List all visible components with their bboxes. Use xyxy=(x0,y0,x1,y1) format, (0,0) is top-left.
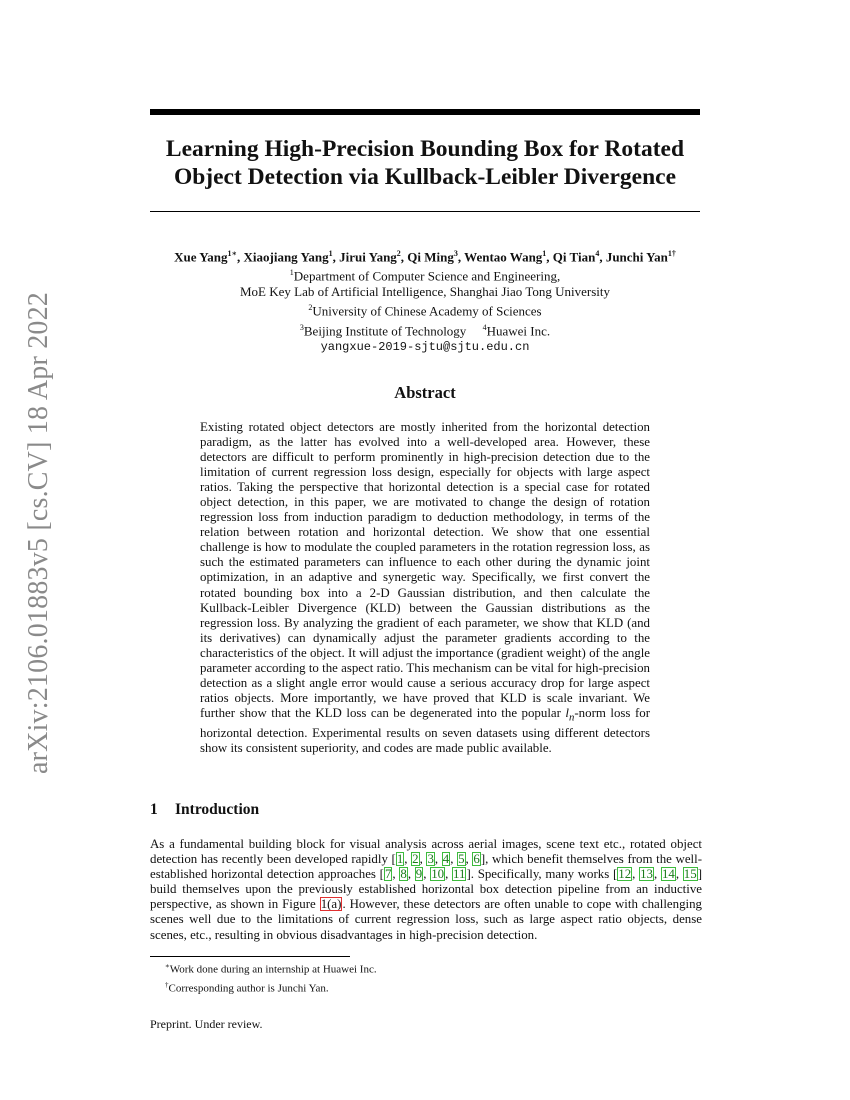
author-sup: 4 xyxy=(595,249,600,258)
author-sup: 1 xyxy=(328,249,333,258)
author-name: Xiaojiang Yang xyxy=(243,249,329,265)
author-email[interactable]: yangxue-2019-sjtu@sjtu.edu.cn xyxy=(320,339,530,354)
arxiv-identifier-text: arXiv:2106.01883v5 [cs.CV] 18 Apr 2022 xyxy=(23,291,55,774)
citation-link[interactable]: 3 xyxy=(427,852,434,867)
citation-link[interactable]: 6 xyxy=(473,852,480,867)
citation-link[interactable]: 1 xyxy=(396,852,404,867)
citation-link[interactable]: 10 xyxy=(431,867,445,882)
author-sup: 3 xyxy=(453,249,458,258)
footnotes xyxy=(165,959,377,996)
section-title: Introduction xyxy=(175,801,260,818)
author-sup: 1∗ xyxy=(227,249,237,258)
citation-link[interactable]: 12 xyxy=(618,867,632,882)
footnote-1: ∗Work done during an internship at Huawei Inc. xyxy=(165,962,377,976)
affiliation-2: $^2$University of Chinese Academy of Sciences xyxy=(308,303,542,319)
affiliations xyxy=(150,265,700,355)
affiliation-1a: $^1$Department of Computer Science and Engineering, xyxy=(289,268,561,284)
paper-title: Learning High-Precision Bounding Box for Rotated Object Detection via Kullback-Leibler Divergence xyxy=(165,136,685,190)
math-l: l xyxy=(565,705,570,720)
author-sup: 2 xyxy=(396,249,401,258)
intro-paragraph: As a fundamental building block for visual analysis across aerial images, scene text etc., rotated object detection has recently been developed rapidly [1, 2, 3, 4, 5, 6], which benefit themselves from the well-established horizontal detection approaches [7, 8, 9, 10, 11]. Specifically, many works [12, 13, 14, 15] build themselves upon the previously established horizontal box detection pipeline from an inductive perspective, as shown in Figure 1(a). However, these detectors are often unable to cope with challenging scenes well due to the limitations of current regression loss, such as large aspect ratio objects, dense scenes, etc., resulting in obvious disadvantages in high-precision detection. xyxy=(150,837,702,942)
citation-link[interactable]: 13 xyxy=(640,867,653,882)
author-name: Wentao Wang xyxy=(464,249,543,265)
author-list: Xue Yang$^{1∗}$, Xiaojiang Yang$^1$, Jirui Yang$^2$, Qi Ming$^3$, Wentao Wang$^1$, Qi Tian$^4$, Junchi Yan$^{1\dagger}$ xyxy=(174,249,676,265)
citation-link[interactable]: 9 xyxy=(415,867,423,882)
citation-link[interactable]: 8 xyxy=(400,867,407,882)
citation-link[interactable]: 14 xyxy=(661,867,675,882)
math-n: n xyxy=(569,711,575,724)
author-name: Qi Ming xyxy=(407,249,454,265)
footnote-2: †Corresponding author is Junchi Yan. xyxy=(165,980,329,995)
affiliation-1b: MoE Key Lab of Artificial Intelligence, Shanghai Jiao Tong University xyxy=(240,284,610,300)
arxiv-identifier xyxy=(19,290,59,775)
author-name: Junchi Yan xyxy=(605,249,668,265)
citation-link[interactable]: 2 xyxy=(412,852,419,867)
citation-link[interactable]: 15 xyxy=(683,867,697,882)
footnote-rule xyxy=(150,956,350,957)
preprint-note: Preprint. Under review. xyxy=(150,1017,263,1031)
citation-link[interactable]: 7 xyxy=(384,867,392,882)
abstract-heading: Abstract xyxy=(394,383,456,402)
citation-link[interactable]: 5 xyxy=(458,852,465,867)
citation-link[interactable]: 11 xyxy=(453,867,466,882)
author-sup: 1 xyxy=(542,249,547,258)
author-sup: 1† xyxy=(667,249,676,258)
author-name: Xue Yang xyxy=(174,249,228,265)
title-top-rule xyxy=(150,109,700,115)
section-heading xyxy=(150,801,259,819)
citation-link[interactable]: 4 xyxy=(442,852,450,867)
title-bottom-rule xyxy=(150,211,700,212)
author-name: Jirui Yang xyxy=(339,249,397,265)
affiliation-3-4: $^3$Beijing Institute of Technology $^4$Huawei Inc. xyxy=(299,322,551,338)
abstract-body: Existing rotated object detectors are mostly inherited from the horizontal detection paradigm, as the latter has evolved into a well-developed area. However, these detectors are difficult to perform prominently in high-precision detection due to the limitation of current regression loss design, especially for objects with large aspect ratios. Taking the perspective that horizontal detection is a special case for rotated object detection, in this paper, we are motivated to change the design of rotation regression loss from induction paradigm to deduction methodology, in terms of the relation between rotation and horizontal detection. We show that one essential challenge is how to modulate the coupled parameters in the rotation regression loss, as such the estimated parameters can influence to each other during the dynamic joint optimization, in an adaptive and synergetic way. Specifically, we first convert the rotated bounding box into a 2-D Gaussian distribution, and then calculate the Kullback-Leibler Divergence (KLD) between the Gaussian distributions as the regression loss. By analyzing the gradient of each parameter, we show that KLD (and its derivatives) can dynamically adjust the parameter gradients according to the characteristics of the object. It will adjust the importance (gradient weight) of the angle parameter according to the aspect ratio. This mechanism can be vital for high-precision detection as a slight angle error would cause a serious accuracy drop for large aspect ratios objects. More importantly, we have proved that KLD is scale invariant. We further show that the KLD loss can be degenerated into the popular $l_n$-norm loss for horizontal detection. Experimental results on seven datasets using different detectors show its consistent superiority, and codes are made public available. xyxy=(200,420,650,755)
author-name: Qi Tian xyxy=(552,249,596,265)
section-number: 1 xyxy=(150,801,158,818)
figure-link[interactable]: 1(a) xyxy=(320,897,342,912)
